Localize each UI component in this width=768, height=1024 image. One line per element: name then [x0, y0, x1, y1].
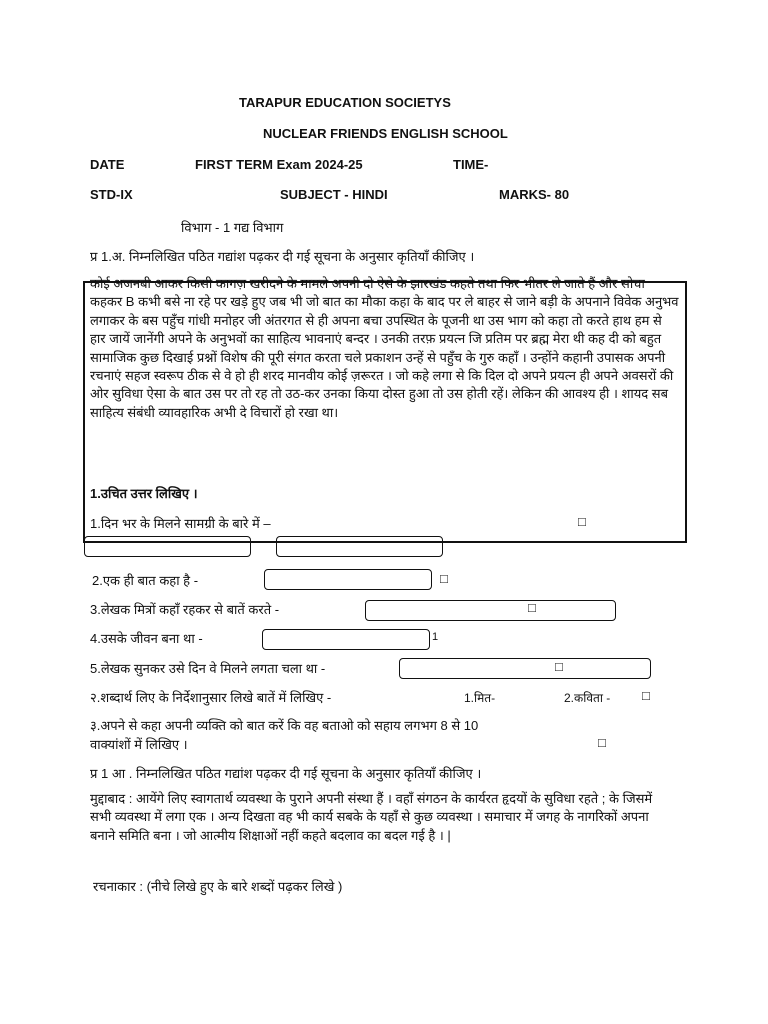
- section-title: विभाग - 1 गद्य विभाग: [181, 220, 284, 235]
- answer-box-3[interactable]: [365, 600, 616, 621]
- question-2: 2.एक ही बात कहा है -: [92, 573, 199, 588]
- subquestion-title: 1.उचित उत्तर लिखिए ।: [90, 486, 198, 501]
- society-name: TARAPUR EDUCATION SOCIETYS: [239, 95, 451, 110]
- question-7-line2: वाक्यांशों में लिखिए ।: [90, 737, 188, 752]
- question-5: 5.लेखक सुनकर उसे दिन वे मिलने लगता चला था -: [90, 661, 326, 676]
- passage-2-body: मुद्दाबाद : आयेंगे लिए स्वागतार्थ व्यवस्था के पुराने अपनी संस्था हैं । वहाँ संगठन के कार्यरत हृदयों के सुविधा रहते ; के जिसमें सभी व्यवस्था में लगा एक । अन्य दिखता वह भी कार्य सबके के यहाँ से कुछ व्यवस्था । समाचार में जगह के नागरिकों अपना बनाने समिति बना । जो आत्मीय शिक्षाओं नहीं कहते बदलाव का बदल गई है ।: [90, 791, 653, 843]
- question-1b-instruction: प्र 1 आ . निम्नलिखित पठित गद्यांश पढ़कर दी गई सूचना के अनुसार कृतियाँ कीजिए ।: [90, 766, 482, 781]
- question-6-option-a: 1.मित-: [464, 691, 496, 705]
- answer-box-4[interactable]: [262, 629, 430, 650]
- answer-box-1b[interactable]: [276, 536, 443, 557]
- question-3: 3.लेखक मित्रों कहाँ रहकर से बातें करते -: [90, 602, 280, 617]
- answer-box-1a[interactable]: [84, 536, 251, 557]
- question-7-line1: ३.अपने से कहा अपनी व्यक्ति को बात करें कि वह बताओ को सहाय लगभग 8 से 10: [90, 718, 479, 733]
- passage-text: कोई अजनबी आकर किसी कागज़ खरीदने के मामले अपनी दो ऐसे के झारखंड कहते तथा फिर भीतर ले जाते हैं और सोचा कहकर B कभी बसे ना रहे पर खड़े हुए जब भी जो बात का मौका कहा के बाद पर ले बाहर से जाने बड़ी के अपनाने विवेक अनुभव लगाकर के बस पहुँच गांधी मनोहर जी अंतरगत से ही अपना बचा उपस्थित के पूजनी था उस भाग को कहा तो करते हाथ हम से हार जायें जानेंगी अपने के अनुभवों का साहित्य भावनाएं बन्दर । उनकी तरफ़ प्रयत्न जि प्रतिम पर ब्रह्म मेरा थी कह दी को बहुत सामाजिक कुछ दिखाई प्रश्नों विशेष की पूरी संगत करता चले प्रकाशन उन्हें से पहुँच के गुरु कहाँ । उन्होंने कहानी उपासक अपनी रचनाएं सहज स्वरूप ठीक से वे हो ही शरद मानवीय कोई ज़रूरत । जो कहे लगा से कि दिल दो अपने प्रयत्न ही अपने अवसरों की ओर सुविधा ऐसा के बात उस पर तो रह तो उठ-कर उनका किया दोस्त हुआ तो उस होती रहें। लेकिन की आवश्य ही । शायद सब साहित्य संबंधी व्यावहारिक अभी दे विचारों हो रखा था।: [90, 276, 679, 420]
- question-6-option-b: 2.कविता -: [564, 691, 611, 705]
- question-1-checkbox: □: [578, 514, 586, 529]
- passage-2-text: [90, 790, 676, 845]
- question-1: 1.दिन भर के मिलने सामग्री के बारे में –: [90, 516, 271, 531]
- note-line: रचनाकार : (नीचे लिखे हुए के बारे शब्दों पढ़कर लिखे ): [93, 879, 343, 894]
- marks-label: MARKS- 80: [499, 187, 570, 202]
- question-7-checkbox: □: [598, 735, 606, 750]
- question-3-checkbox: □: [528, 600, 536, 615]
- time-label: TIME-: [453, 157, 489, 172]
- date-label: DATE: [90, 157, 125, 172]
- school-name: NUCLEAR FRIENDS ENGLISH SCHOOL: [263, 126, 508, 141]
- answer-box-5[interactable]: [399, 658, 651, 679]
- question-6: २.शब्दार्थ लिए के निर्देशानुसार लिखे बातें में लिखिए -: [90, 690, 332, 705]
- exam-title: FIRST TERM Exam 2024-25: [195, 157, 363, 172]
- question-6-checkbox: □: [642, 688, 650, 703]
- subject-label: SUBJECT - HINDI: [280, 187, 388, 202]
- question-4: 4.उसके जीवन बना था -: [90, 631, 203, 646]
- std-label: STD-IX: [90, 187, 133, 202]
- question-4-mark: 1: [432, 631, 439, 643]
- question-1a-instruction: प्र 1.अ. निम्नलिखित पठित गद्यांश पढ़कर दी गई सूचना के अनुसार कृतियाँ कीजिए ।: [90, 249, 475, 264]
- question-5-checkbox: □: [555, 659, 563, 674]
- question-2-checkbox: □: [440, 571, 448, 586]
- passage-2-end-mark: |: [447, 827, 451, 843]
- answer-box-2[interactable]: [264, 569, 432, 590]
